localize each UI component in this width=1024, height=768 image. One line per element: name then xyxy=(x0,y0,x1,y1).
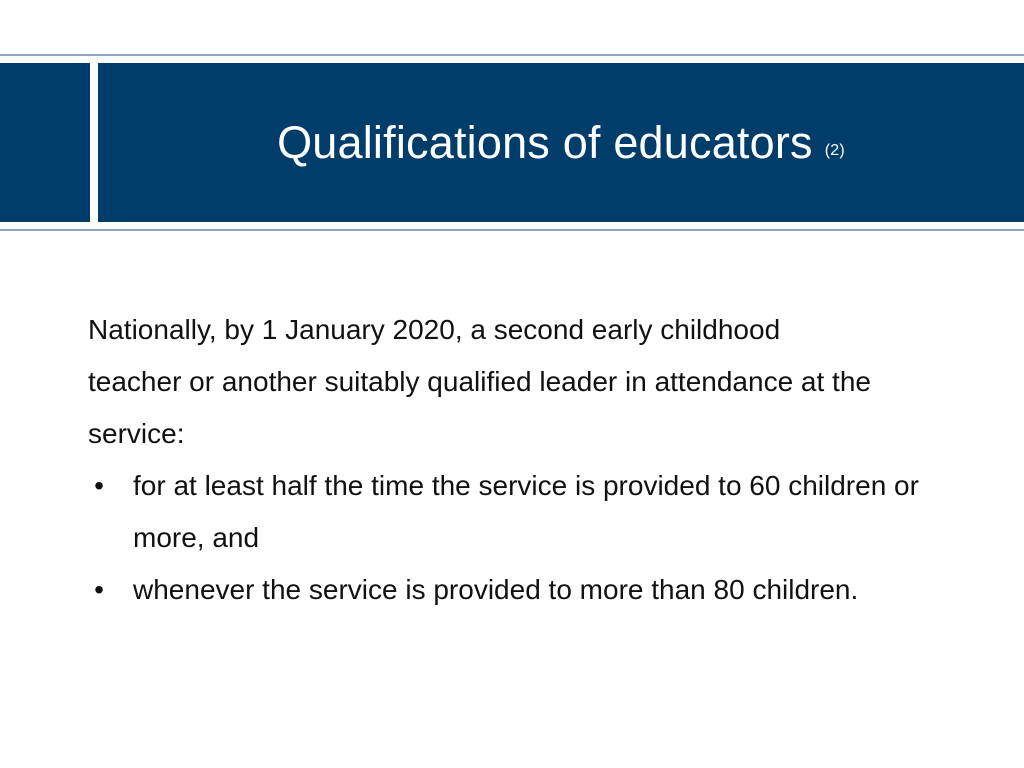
slide-body xyxy=(88,304,958,616)
bullet-text: whenever the service is provided to more than 80 children. xyxy=(133,574,859,605)
slide-title xyxy=(98,63,1024,222)
bullet-item xyxy=(88,564,948,616)
top-divider-line xyxy=(0,54,1024,56)
intro-paragraph: Nationally, by 1 January 2020, a second early childhood teacher or another suitably qualified leader in attendance at the service: xyxy=(88,314,871,449)
bottom-divider-line xyxy=(0,229,1024,231)
bullet-item xyxy=(88,460,948,564)
bullet-list xyxy=(88,460,958,616)
banner-accent-bar xyxy=(90,63,98,222)
bullet-icon: • xyxy=(94,574,104,605)
title-banner xyxy=(0,63,1024,222)
bullet-text: for at least half the time the service is provided to 60 children or more, and xyxy=(133,470,919,553)
bullet-icon: • xyxy=(94,470,104,501)
slide-title-text: Qualifications of educators xyxy=(277,116,813,168)
slide-title-number: (2) xyxy=(824,141,845,159)
